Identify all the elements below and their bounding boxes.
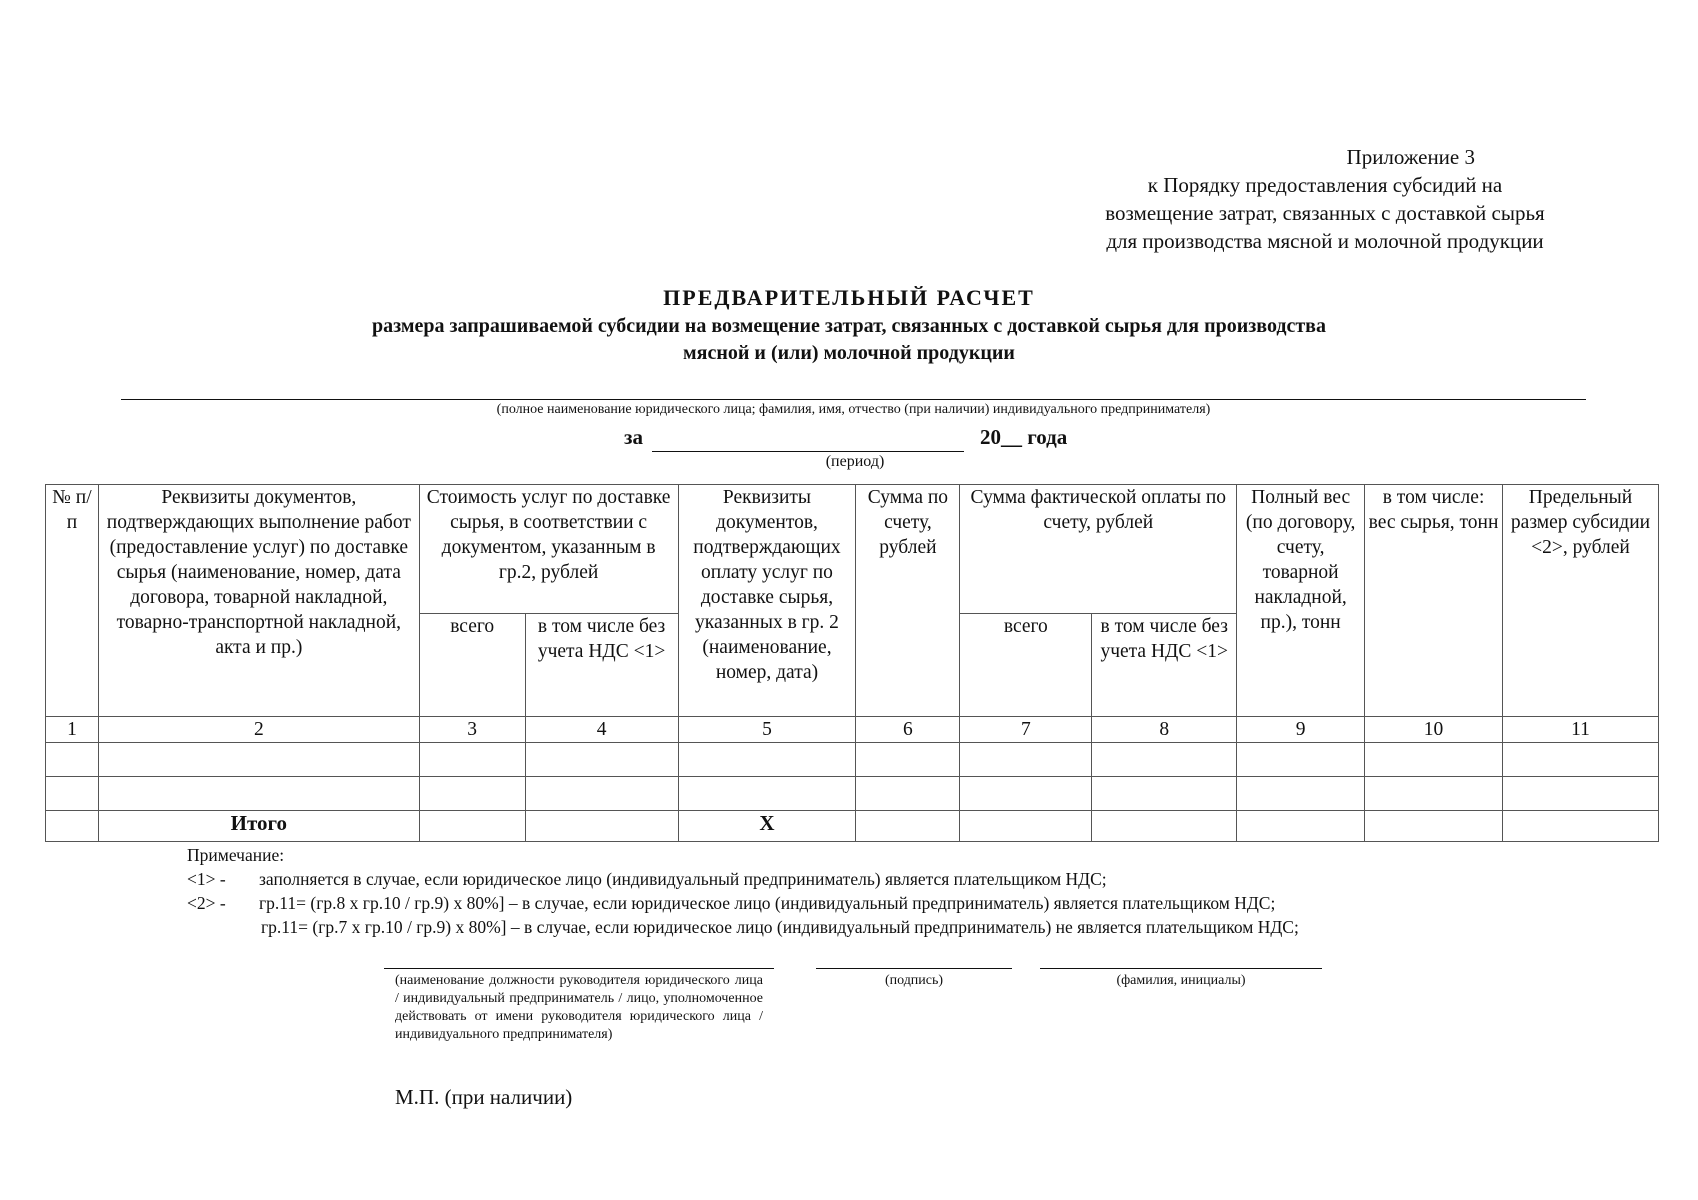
position-signature-line (384, 968, 774, 969)
table-cell[interactable] (1365, 811, 1503, 842)
entity-name-line (121, 399, 1586, 400)
table-cell[interactable] (525, 811, 678, 842)
column-number: 11 (1503, 717, 1659, 743)
note-2-text: гр.11= (гр.8 х гр.10 / гр.9) х 80%] – в случае, если юридическое лицо (индивидуальный предприниматель) является плательщиком НДС; (259, 893, 1276, 913)
header-number: № п/п (46, 485, 99, 717)
position-caption: (наименование должности руководителя юридического лица / индивидуальный предприниматель / лицо, уполномоченное действовать от имени руководителя юридического лица / индивидуального предпринимателя) (395, 973, 763, 1042)
table-cell[interactable] (1503, 743, 1659, 777)
table-cell[interactable] (960, 777, 1092, 811)
annex-block (1060, 143, 1590, 255)
signature-caption: (подпись) (884, 973, 944, 988)
annex-number: Приложение 3 (1346, 145, 1475, 169)
table-cell[interactable] (960, 811, 1092, 842)
column-number: 5 (678, 717, 856, 743)
table-cell (46, 811, 99, 842)
table-cell[interactable] (1365, 777, 1503, 811)
table-cell[interactable] (1365, 743, 1503, 777)
table-cell[interactable] (678, 743, 856, 777)
title-sub-1: размера запрашиваемой субсидии на возмещение затрат, связанных с доставкой сырья для производства (372, 315, 1326, 337)
header-payment-documents: Реквизиты документов, подтверждающих оплату услуг по доставке сырья, указанных в гр. 2 (наименование, номер, дата) (678, 485, 856, 717)
total-x-mark: Х (678, 811, 856, 842)
annex-line-2: к Порядку предоставления субсидий на (1147, 173, 1503, 197)
note-1-mark: <1> - (187, 869, 226, 889)
table-cell[interactable] (1503, 777, 1659, 811)
title-main: ПРЕДВАРИТЕЛЬНЫЙ РАСЧЕТ (663, 285, 1035, 310)
table-cell[interactable] (98, 777, 419, 811)
table-cell[interactable] (1092, 777, 1237, 811)
column-number: 10 (1365, 717, 1503, 743)
note-2-mark: <2> - (187, 893, 226, 913)
full-name-line (1040, 968, 1322, 969)
title-sub-2: мясной и (или) молочной продукции (683, 342, 1015, 364)
period-year: 20__ года (980, 425, 1068, 449)
column-number: 7 (960, 717, 1092, 743)
table-cell[interactable] (525, 777, 678, 811)
period-blank-line (652, 451, 964, 452)
table-cell[interactable] (419, 811, 525, 842)
annex-line-3: возмещение затрат, связанных с доставкой сырья (1105, 201, 1545, 225)
header-cost-no-vat: в том числе без учета НДС <1> (525, 614, 678, 717)
header-actual-payment: Сумма фактической оплаты по счету, рублей (960, 485, 1237, 614)
table-cell[interactable] (1237, 777, 1365, 811)
signature-line (816, 968, 1012, 969)
column-number: 6 (856, 717, 960, 743)
total-label: Итого (98, 811, 419, 842)
table-cell[interactable] (46, 743, 99, 777)
entity-name-caption: (полное наименование юридического лица; фамилия, имя, отчество (при наличии) индивидуального предпринимателя) (496, 402, 1211, 417)
table-cell[interactable] (46, 777, 99, 811)
table-cell[interactable] (419, 777, 525, 811)
header-cost-total: всего (419, 614, 525, 717)
document-title (230, 283, 1468, 367)
notes-block (187, 843, 1647, 939)
header-paid-no-vat: в том числе без учета НДС <1> (1092, 614, 1237, 717)
table-cell[interactable] (419, 743, 525, 777)
header-paid-total: всего (960, 614, 1092, 717)
period-caption: (период) (825, 453, 885, 470)
table-cell[interactable] (856, 777, 960, 811)
table-cell[interactable] (960, 743, 1092, 777)
table-cell[interactable] (678, 777, 856, 811)
table-cell[interactable] (856, 811, 960, 842)
table-cell[interactable] (1503, 811, 1659, 842)
header-row-1 (46, 485, 1659, 614)
header-service-cost: Стоимость услуг по доставке сырья, в соответствии с документом, указанным в гр.2, рублей (419, 485, 678, 614)
stamp-place: М.П. (при наличии) (395, 1085, 573, 1109)
header-invoice-sum: Сумма по счету, рублей (856, 485, 960, 717)
total-row (46, 811, 1659, 842)
table-row (46, 777, 1659, 811)
note-1-text: заполняется в случае, если юридическое лицо (индивидуальный предприниматель) является плательщиком НДС; (259, 869, 1107, 889)
table-cell[interactable] (1092, 811, 1237, 842)
header-full-weight: Полный вес (по договору, счету, товарной накладной, пр.), тонн (1237, 485, 1365, 717)
column-number: 8 (1092, 717, 1237, 743)
notes-title: Примечание: (187, 845, 285, 865)
table-cell[interactable] (1092, 743, 1237, 777)
header-raw-weight: в том числе: вес сырья, тонн (1365, 485, 1503, 717)
table-cell[interactable] (1237, 811, 1365, 842)
table-cell[interactable] (525, 743, 678, 777)
column-number: 4 (525, 717, 678, 743)
annex-line-4: для производства мясной и молочной продукции (1106, 229, 1544, 253)
header-work-documents: Реквизиты документов, подтверждающих выполнение работ (предоставление услуг) по доставке сырья (наименование, номер, дата договора, товарной накладной, товарно-транспортной накладной, акта и пр.) (98, 485, 419, 717)
column-number: 9 (1237, 717, 1365, 743)
note-3-text: гр.11= (гр.7 х гр.10 / гр.9) х 80%] – в случае, если юридическое лицо (индивидуальный предприниматель) не является плательщиком НДС; (261, 917, 1299, 937)
full-name-caption: (фамилия, инициалы) (1116, 973, 1246, 988)
table-cell[interactable] (856, 743, 960, 777)
table-cell[interactable] (98, 743, 419, 777)
column-numbers-row (46, 717, 1659, 743)
period-prefix: за (624, 425, 643, 449)
column-number: 2 (98, 717, 419, 743)
column-number: 1 (46, 717, 99, 743)
calculation-table (45, 484, 1659, 842)
table-cell[interactable] (1237, 743, 1365, 777)
column-number: 3 (419, 717, 525, 743)
table-row (46, 743, 1659, 777)
header-max-subsidy: Предельный размер субсидии <2>, рублей (1503, 485, 1659, 717)
